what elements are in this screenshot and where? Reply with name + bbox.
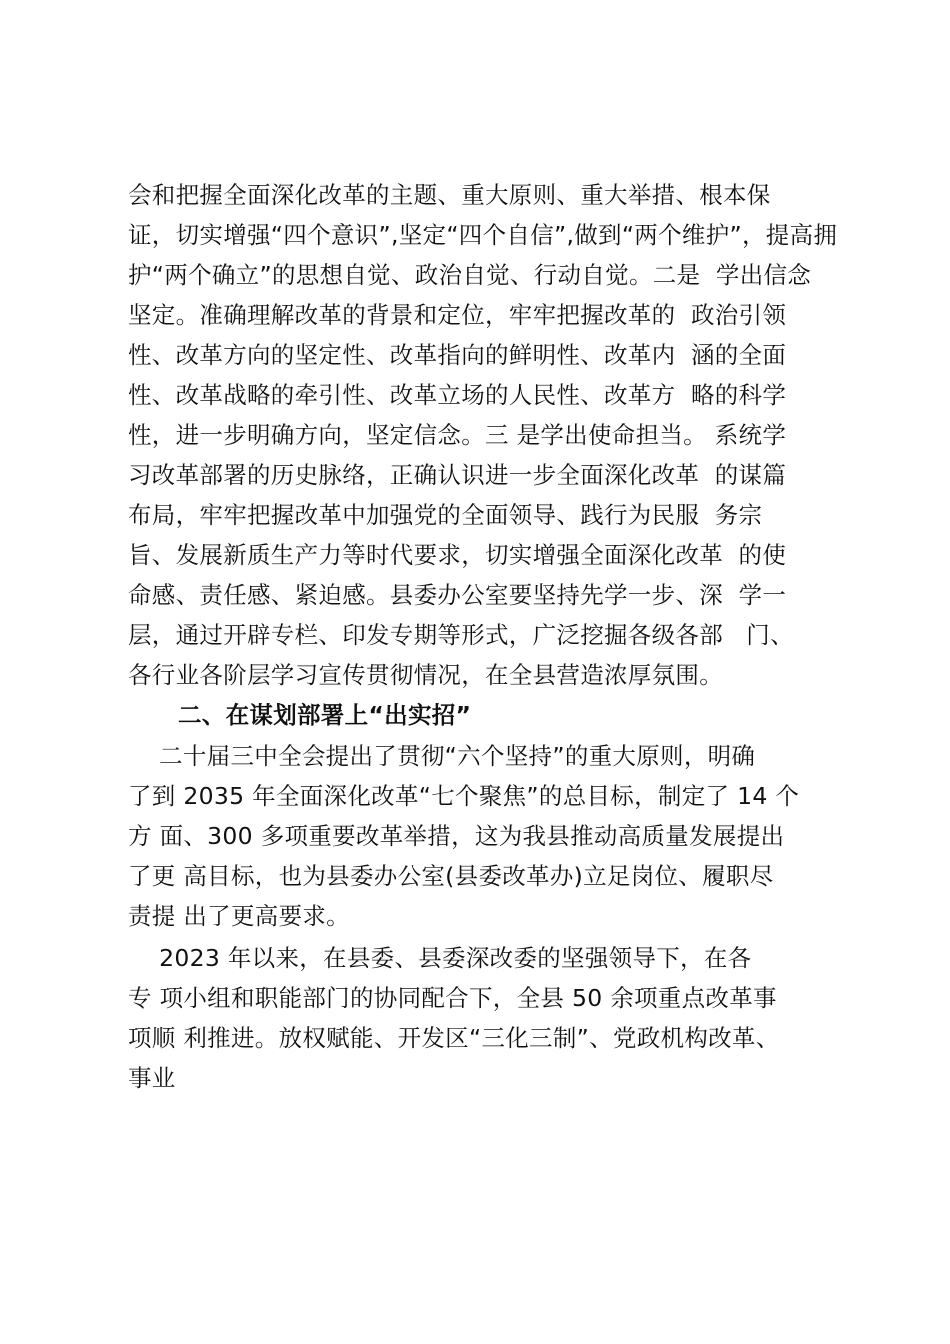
text-line: 方 面、300 多项重要改革举措，这为我县推动高质量发展提出: [128, 822, 785, 850]
paragraph-3: [128, 938, 868, 1098]
text-line: 布局，牢牢把握改革中加强党的全面领导、践行为民服 务宗: [128, 501, 763, 529]
text-line: 习改革部署的历史脉络，正确认识进一步全面深化改革 的谋篇: [128, 461, 787, 489]
text-line: 事业: [128, 1064, 176, 1092]
text-line: 2023 年以来，在县委、县委深改委的坚强领导下，在各: [128, 944, 752, 972]
text-line: 坚定。准确理解改革的背景和定位，牢牢把握改革的 政治引领: [128, 301, 787, 329]
text-line: 二十届三中全会提出了贯彻“六个坚持”的重大原则，明确: [128, 742, 756, 770]
text-line: 责提 出了更高要求。: [128, 902, 350, 930]
text-line: 性，进一步明确方向，坚定信念。三 是学出使命担当。 系统学: [128, 421, 787, 449]
text-line: 证，切实增强“四个意识”,坚定“四个自信”,做到“两个维护”，提高拥: [128, 221, 838, 249]
text-line: 性、改革方向的坚定性、改革指向的鲜明性、改革内 涵的全面: [128, 341, 787, 369]
section-heading: [178, 695, 918, 735]
text-line: 会和把握全面深化改革的主题、重大原则、重大举措、根本保: [128, 181, 771, 209]
text-line: 性、改革战略的牵引性、改革立场的人民性、改革方 略的科学: [128, 381, 787, 409]
text-line: 命感、责任感、紧迫感。县委办公室要坚持先学一步、深 学一: [128, 581, 787, 609]
text-line: 专 项小组和职能部门的协同配合下，全县 50 余项重点改革事: [128, 984, 777, 1012]
section-heading-text: 二、在谋划部署上“出实招”: [178, 701, 472, 729]
text-line: 各行业各阶层学习宣传贯彻情况，在全县营造浓厚氛围。: [128, 661, 723, 689]
text-line: 旨、发展新质生产力等时代要求，切实增强全面深化改革 的使: [128, 541, 787, 569]
text-line: 层，通过开辟专栏、印发专期等形式，广泛挖掘各级各部 门、: [128, 621, 794, 649]
text-line: 护“两个确立”的思想自觉、政治自觉、行动自觉。二是 学出信念: [128, 261, 812, 289]
paragraph-1: [128, 175, 868, 695]
text-line: 了到 2035 年全面深化改革“七个聚焦”的总目标，制定了 14 个: [128, 782, 800, 810]
paragraph-2: [128, 736, 868, 936]
text-line: 了更 高目标，也为县委办公室(县委改革办)立足岗位、履职尽: [128, 862, 774, 890]
text-line: 项顺 利推进。放权赋能、开发区“三化三制”、党政机构改革、: [128, 1024, 780, 1052]
